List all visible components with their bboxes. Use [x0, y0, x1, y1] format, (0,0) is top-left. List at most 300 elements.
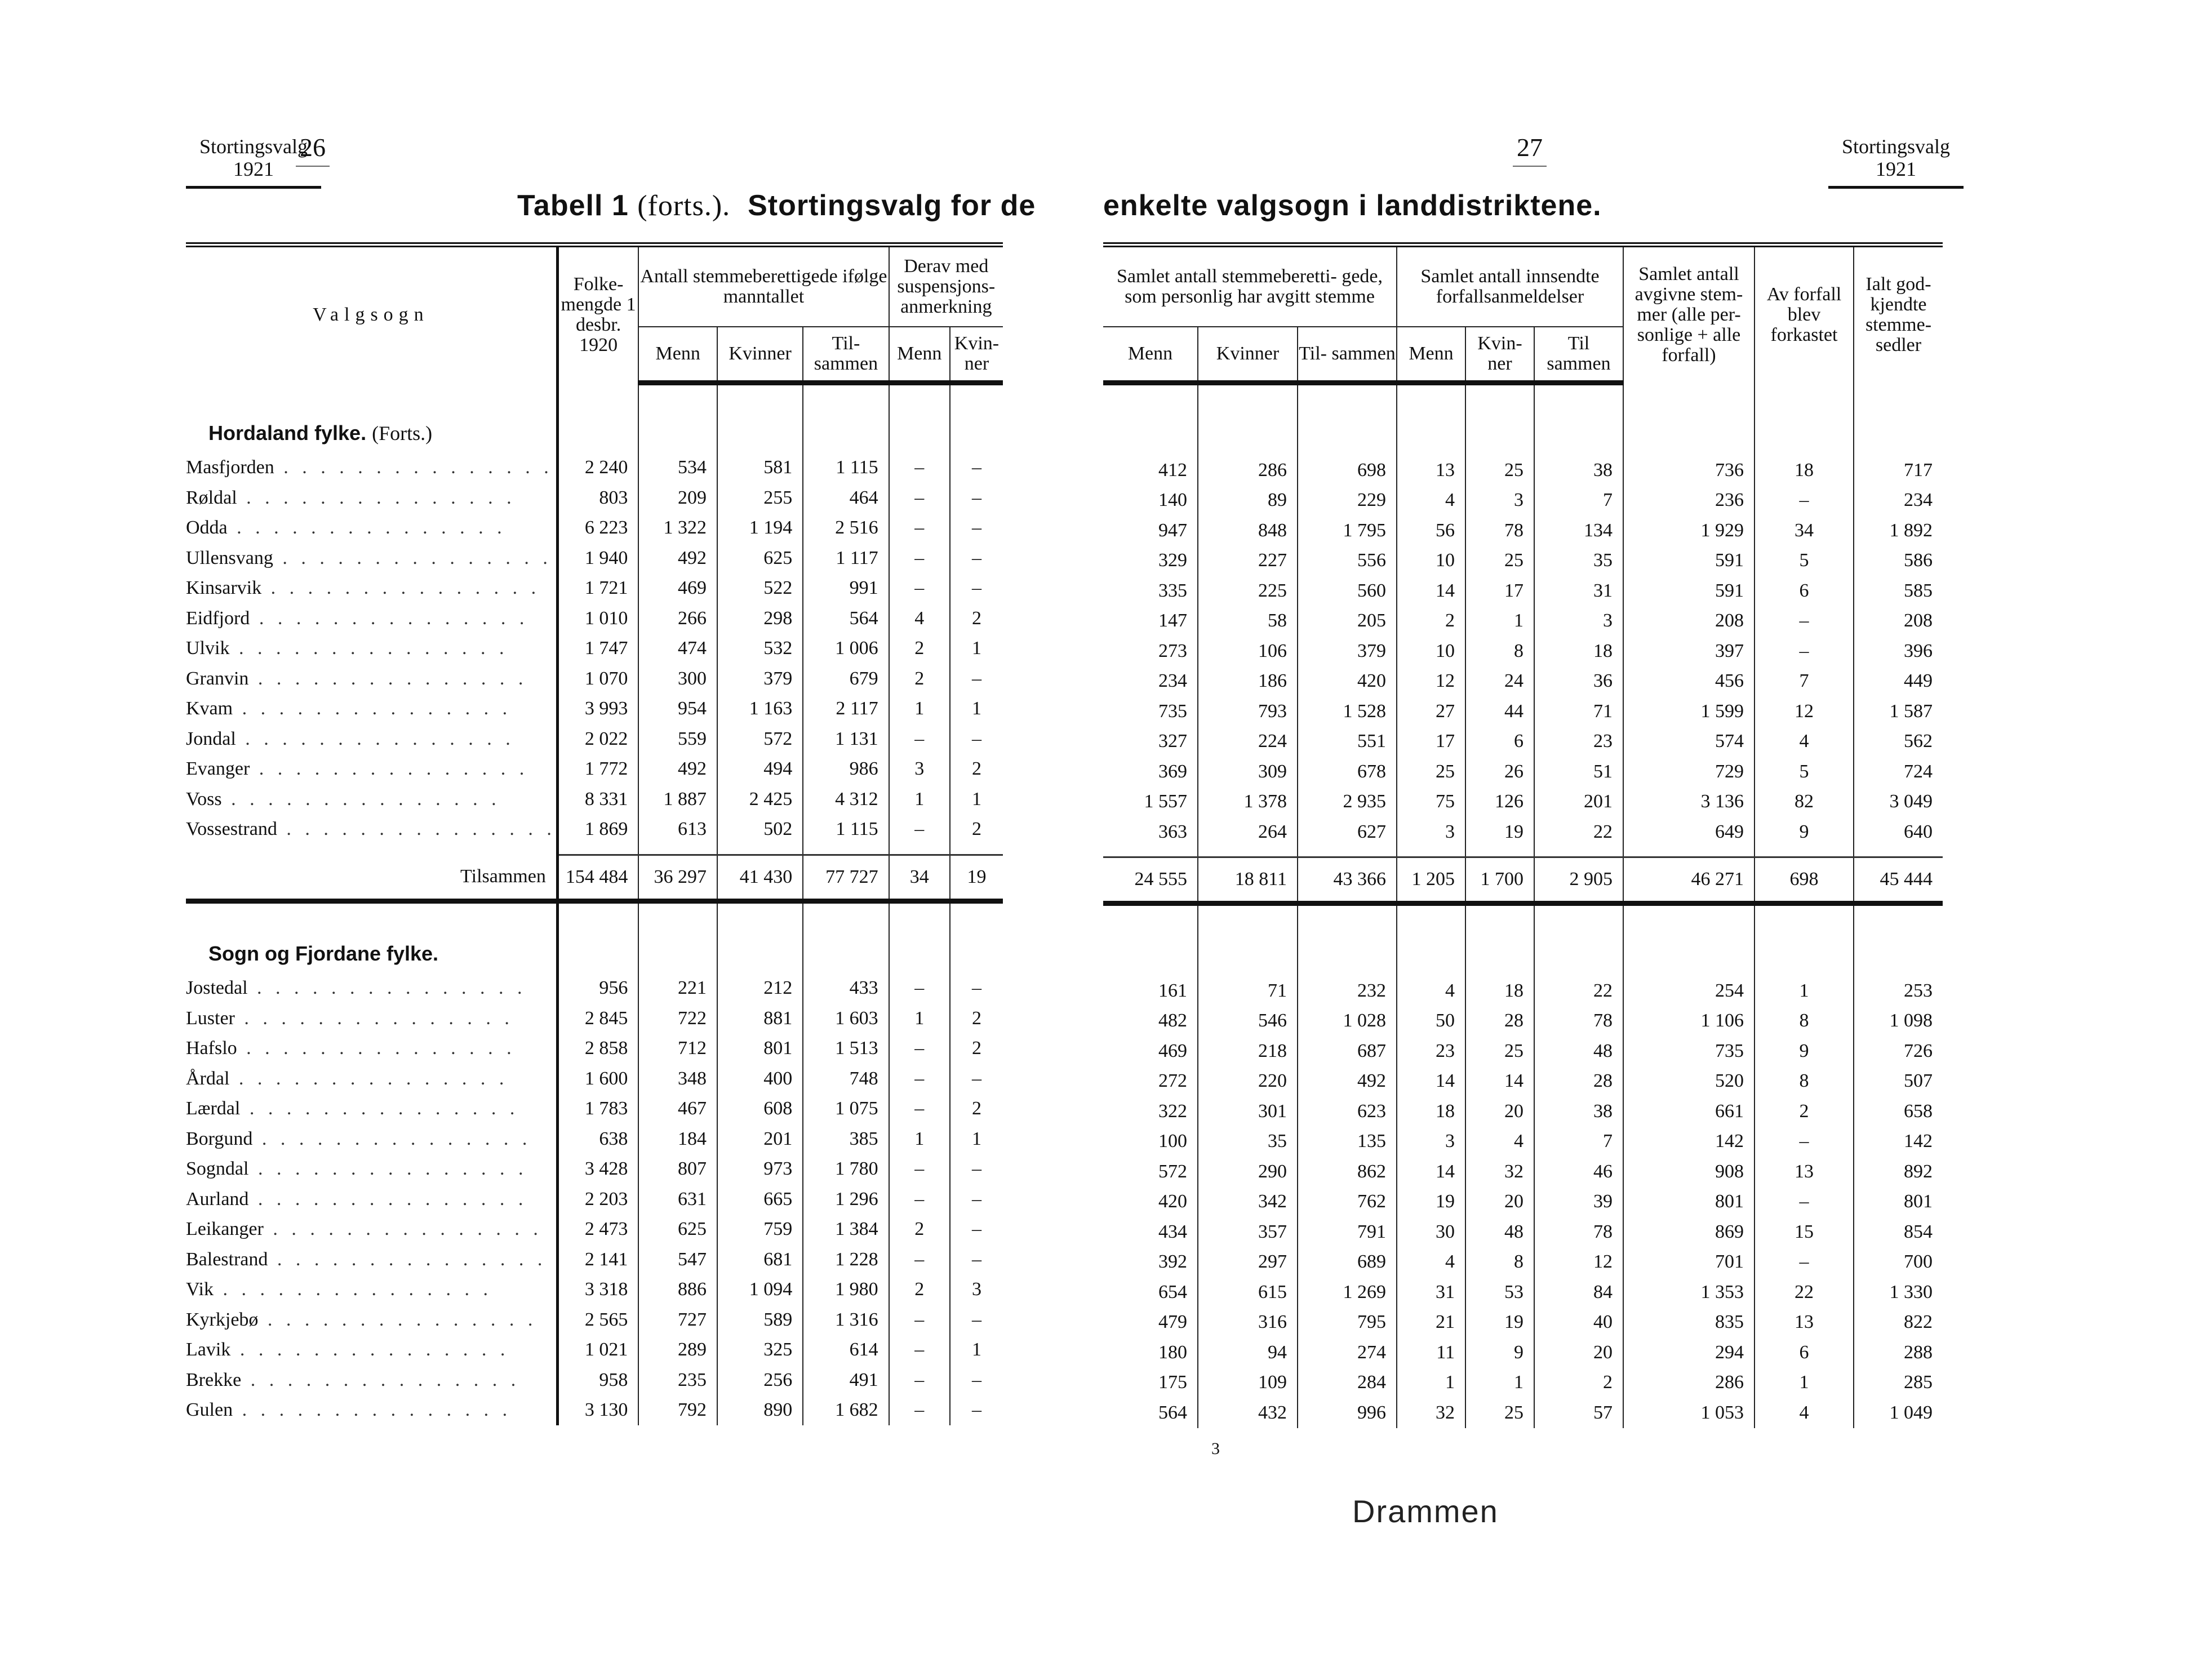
cell-fm: 30 — [1397, 1217, 1465, 1247]
col-group-derav-suspensjon: Derav med suspensjons- anmerkning — [889, 245, 1003, 327]
cell-fk: 28 — [1465, 1006, 1534, 1037]
total-godk: 45 444 — [1854, 857, 1943, 904]
cell-godk: 724 — [1854, 757, 1943, 787]
table-row — [186, 1184, 1003, 1215]
cell-fm: 17 — [1397, 727, 1465, 757]
cell-kv: 890 — [717, 1395, 803, 1426]
table-title-right — [1103, 189, 1602, 223]
cell-kv: 379 — [717, 664, 803, 694]
valgsogn-name — [186, 784, 557, 815]
cell-menn: 1 887 — [638, 784, 717, 815]
cell-sm: – — [889, 453, 950, 483]
cell-sm: – — [889, 1094, 950, 1124]
cell-sm: 1 — [889, 784, 950, 815]
cell-folk: 6 223 — [557, 513, 638, 544]
cell-fork: 5 — [1755, 546, 1854, 576]
cell-folk: 1 021 — [557, 1335, 638, 1366]
cell-pt: 1 795 — [1298, 515, 1397, 546]
page-number-rule — [296, 166, 330, 167]
col-group-antall-stemmeberettigede: Antall stemmeberettigede ifølge manntallet — [638, 245, 889, 327]
valgsogn-name — [186, 483, 557, 513]
valgsogn-label: Granvin — [186, 668, 249, 689]
cell-sk: – — [950, 1184, 1003, 1215]
cell-fork: 7 — [1755, 666, 1854, 697]
col-header-avgivne-stemmer: Samlet antall avgivne stem- mer (alle per- sonlige + alle forfall) — [1623, 245, 1755, 383]
col-header-p-kvinner: Kvinner — [1198, 327, 1298, 383]
cell-menn: 492 — [638, 543, 717, 574]
cell-fk: 4 — [1465, 1127, 1534, 1157]
cell-ft: 7 — [1534, 486, 1623, 516]
cell-ft: 201 — [1534, 787, 1623, 817]
cell-fm: 31 — [1397, 1277, 1465, 1308]
empty-cell — [1198, 906, 1298, 976]
valgsogn-name — [186, 1184, 557, 1215]
cell-folk: 1 940 — [557, 543, 638, 574]
table-row — [1103, 636, 1943, 666]
page-number: 26 — [300, 133, 326, 162]
valgsogn-name — [186, 543, 557, 574]
section-header-row — [186, 904, 1003, 973]
cell-avg: 735 — [1623, 1036, 1755, 1066]
cell-avg: 1 053 — [1623, 1398, 1755, 1428]
col-header-derav-menn: Menn — [889, 327, 950, 383]
valgsogn-name — [186, 1094, 557, 1124]
valgsogn-label: Leikanger — [186, 1219, 264, 1240]
valgsogn-name — [186, 694, 557, 724]
col-header-valgsogn: Valgsogn — [313, 304, 429, 326]
empty-cell — [889, 904, 950, 973]
table-row — [1103, 1308, 1943, 1338]
cell-folk: 1 783 — [557, 1094, 638, 1124]
table-row — [1103, 1157, 1943, 1187]
table-row — [1103, 546, 1943, 576]
cell-menn: 289 — [638, 1335, 717, 1366]
cell-kv: 608 — [717, 1094, 803, 1124]
cell-folk: 3 428 — [557, 1154, 638, 1185]
cell-pk: 89 — [1198, 486, 1298, 516]
cell-sk: – — [950, 483, 1003, 513]
cell-ft: 20 — [1534, 1337, 1623, 1368]
cell-fork: 22 — [1755, 1277, 1854, 1308]
cell-fork: – — [1755, 606, 1854, 637]
valgsogn-name — [186, 754, 557, 785]
cell-menn: 547 — [638, 1244, 717, 1275]
printer-stamp: Drammen — [1352, 1493, 1499, 1529]
cell-pm: 147 — [1158, 610, 1187, 632]
cell-sk: 2 — [950, 1094, 1003, 1124]
empty-cell — [803, 904, 889, 973]
cell-sm: 1 — [889, 1124, 950, 1154]
cell-fk: 48 — [1465, 1217, 1534, 1247]
leader-dots: . . . . . . . . . . . . . . . — [252, 1128, 532, 1149]
table-row — [1103, 486, 1943, 516]
cell-sk: – — [950, 453, 1003, 483]
valgsogn-name — [186, 1124, 557, 1154]
cell-fm: 4 — [1397, 976, 1465, 1006]
cell-fk: 25 — [1465, 546, 1534, 576]
valgsogn-label: Masfjorden — [186, 457, 274, 478]
cell-kv: 325 — [717, 1335, 803, 1366]
empty-cell — [717, 844, 803, 855]
empty-cell — [1397, 906, 1465, 976]
valgsogn-name — [186, 973, 557, 1004]
valgsogn-label: Brekke — [186, 1369, 242, 1390]
empty-cell — [1465, 906, 1534, 976]
table-continued-note: (forts.). — [637, 190, 731, 222]
cell-til: 986 — [803, 754, 889, 785]
valgsogn-label: Borgund — [186, 1128, 253, 1149]
cell-kv: 572 — [717, 724, 803, 754]
cell-godk: 717 — [1854, 455, 1943, 486]
leader-dots: . . . . . . . . . . . . . . . — [236, 728, 515, 749]
cell-kv: 759 — [717, 1215, 803, 1245]
cell-sm: – — [889, 1395, 950, 1426]
cell-til: 385 — [803, 1124, 889, 1154]
cell-folk: 2 565 — [557, 1305, 638, 1335]
cell-pk: 290 — [1198, 1157, 1298, 1187]
cell-fork: 8 — [1755, 1066, 1854, 1097]
cell-pk: 106 — [1198, 636, 1298, 666]
table-row — [1103, 1337, 1943, 1368]
table-row — [186, 513, 1003, 544]
cell-kv: 665 — [717, 1184, 803, 1215]
cell-sm: – — [889, 513, 950, 544]
total-label: Tilsammen — [460, 865, 546, 887]
running-head-year: 1921 — [1876, 158, 1916, 180]
cell-sm: – — [889, 483, 950, 513]
empty-cell — [803, 383, 889, 453]
cell-fork: – — [1755, 1127, 1854, 1157]
cell-avg: 1 106 — [1623, 1006, 1755, 1037]
col-header-godkjendte: Ialt god- kjendte stemme- sedler — [1854, 245, 1943, 383]
empty-cell — [1755, 906, 1854, 976]
cell-ft: 48 — [1534, 1036, 1623, 1066]
section-header-row — [1103, 906, 1943, 976]
cell-kv: 532 — [717, 634, 803, 664]
cell-sm: – — [889, 1034, 950, 1064]
total-row — [186, 855, 1003, 901]
valgsogn-name — [186, 1064, 557, 1094]
cell-avg: 286 — [1623, 1368, 1755, 1398]
cell-pm: 322 — [1158, 1100, 1187, 1122]
total-sk: 19 — [950, 855, 1003, 901]
cell-fork: 5 — [1755, 757, 1854, 787]
valgsogn-label: Luster — [186, 1007, 235, 1029]
leader-dots: . . . . . . . . . . . . . . . — [250, 607, 529, 629]
cell-ft: 12 — [1534, 1247, 1623, 1278]
col-group-personlig-stemme: Samlet antall stemmeberetti- gede, som personlig har avgitt stemme — [1103, 245, 1397, 327]
cell-pm: 572 — [1158, 1161, 1187, 1182]
total-fork: 698 — [1755, 857, 1854, 904]
cell-folk: 2 473 — [557, 1215, 638, 1245]
table-row — [186, 543, 1003, 574]
cell-pm: 161 — [1158, 980, 1187, 1001]
cell-fk: 17 — [1465, 576, 1534, 606]
empty-cell — [1103, 383, 1198, 456]
cell-avg: 661 — [1623, 1096, 1755, 1127]
cell-ft: 46 — [1534, 1157, 1623, 1187]
cell-kv: 256 — [717, 1365, 803, 1395]
leader-dots: . . . . . . . . . . . . . . . — [248, 1158, 528, 1180]
total-fm: 1 205 — [1397, 857, 1465, 904]
cell-pk: 848 — [1198, 515, 1298, 546]
cell-folk: 3 318 — [557, 1275, 638, 1305]
empty-cell — [1465, 383, 1534, 456]
valgsogn-name — [186, 664, 557, 694]
cell-sm: 3 — [889, 754, 950, 785]
table-row — [186, 694, 1003, 724]
cell-fm: 21 — [1397, 1308, 1465, 1338]
cell-menn: 722 — [638, 1003, 717, 1034]
table-row — [1103, 787, 1943, 817]
total-pk: 18 811 — [1198, 857, 1298, 904]
cell-fk: 25 — [1465, 1036, 1534, 1066]
cell-avg: 574 — [1623, 727, 1755, 757]
table-row — [186, 1305, 1003, 1335]
cell-ft: 28 — [1534, 1066, 1623, 1097]
cell-til: 679 — [803, 664, 889, 694]
cell-ft: 57 — [1534, 1398, 1623, 1428]
valgsogn-name — [186, 1335, 557, 1366]
cell-sm: 1 — [889, 1003, 950, 1034]
table-row — [1103, 666, 1943, 697]
leader-dots: . . . . . . . . . . . . . . . — [240, 1098, 519, 1119]
cell-fk: 53 — [1465, 1277, 1534, 1308]
cell-sm: – — [889, 1244, 950, 1275]
valgsogn-label: Sogndal — [186, 1158, 249, 1180]
valgsogn-name — [186, 1034, 557, 1064]
cell-sk: 1 — [950, 634, 1003, 664]
leader-dots: . . . . . . . . . . . . . . . — [274, 457, 553, 478]
cell-menn: 469 — [638, 574, 717, 604]
cell-fork: 13 — [1755, 1157, 1854, 1187]
cell-fk: 8 — [1465, 636, 1534, 666]
empty-cell — [803, 844, 889, 855]
cell-fm: 27 — [1397, 696, 1465, 727]
cell-pk: 227 — [1198, 546, 1298, 576]
cell-fork: – — [1755, 1247, 1854, 1278]
empty-cell — [889, 383, 950, 453]
cell-fork: 15 — [1755, 1217, 1854, 1247]
empty-cell — [1854, 906, 1943, 976]
leader-dots: . . . . . . . . . . . . . . . — [229, 638, 509, 659]
cell-fm: 2 — [1397, 606, 1465, 637]
valgsogn-name — [186, 1244, 557, 1275]
cell-sk: 2 — [950, 603, 1003, 634]
table-row — [186, 1034, 1003, 1064]
cell-pm: 434 — [1158, 1221, 1187, 1242]
running-head-title: Stortingsvalg — [199, 135, 308, 158]
cell-ft: 40 — [1534, 1308, 1623, 1338]
cell-menn: 727 — [638, 1305, 717, 1335]
cell-pt: 1 528 — [1298, 696, 1397, 727]
cell-menn: 631 — [638, 1184, 717, 1215]
cell-fm: 3 — [1397, 817, 1465, 847]
cell-folk: 2 240 — [557, 453, 638, 483]
cell-sm: – — [889, 1154, 950, 1185]
cell-menn: 184 — [638, 1124, 717, 1154]
table-row — [186, 453, 1003, 483]
cell-menn: 712 — [638, 1034, 717, 1064]
cell-pt: 284 — [1298, 1368, 1397, 1398]
table-row — [186, 1154, 1003, 1185]
valgsogn-label: Kyrkjebø — [186, 1309, 259, 1330]
cell-sk: 2 — [950, 1003, 1003, 1034]
valgsogn-name — [186, 634, 557, 664]
col-header-kvinner: Kvinner — [717, 327, 803, 383]
cell-folk: 1 010 — [557, 603, 638, 634]
leader-dots: . . . . . . . . . . . . . . . — [250, 758, 529, 780]
cell-sk: – — [950, 1395, 1003, 1426]
cell-fk: 18 — [1465, 976, 1534, 1006]
cell-folk: 1 772 — [557, 754, 638, 785]
section-title — [186, 904, 557, 973]
cell-ft: 51 — [1534, 757, 1623, 787]
cell-pt: 379 — [1298, 636, 1397, 666]
cell-menn: 266 — [638, 603, 717, 634]
empty-cell — [638, 844, 717, 855]
valgsogn-label: Kinsarvik — [186, 577, 262, 599]
cell-pm: 392 — [1158, 1251, 1187, 1273]
cell-pm: 329 — [1158, 550, 1187, 571]
cell-fm: 25 — [1397, 757, 1465, 787]
cell-godk: 234 — [1854, 486, 1943, 516]
table-row — [1103, 1187, 1943, 1217]
empty-cell — [1755, 847, 1854, 857]
cell-pt: 762 — [1298, 1187, 1397, 1217]
empty-cell — [1623, 906, 1755, 976]
table-row — [186, 784, 1003, 815]
cell-sm: – — [889, 1305, 950, 1335]
cell-ft: 134 — [1534, 515, 1623, 546]
cell-sk: – — [950, 1215, 1003, 1245]
cell-folk: 1 070 — [557, 664, 638, 694]
table-row — [1103, 696, 1943, 727]
cell-pt: 232 — [1298, 976, 1397, 1006]
total-menn: 36 297 — [638, 855, 717, 901]
empty-cell — [717, 383, 803, 453]
cell-avg: 397 — [1623, 636, 1755, 666]
cell-sk: – — [950, 1305, 1003, 1335]
col-header-folkemengde: Folke- mengde 1 desbr. 1920 — [557, 245, 638, 383]
table-row — [186, 1064, 1003, 1094]
cell-til: 1 115 — [803, 453, 889, 483]
cell-folk: 956 — [557, 973, 638, 1004]
total-avg: 46 271 — [1623, 857, 1755, 904]
col-header-menn: Menn — [638, 327, 717, 383]
cell-pm: 1 557 — [1144, 791, 1187, 812]
cell-pt: 627 — [1298, 817, 1397, 847]
cell-pm: 234 — [1158, 670, 1187, 692]
cell-folk: 1 869 — [557, 815, 638, 845]
cell-godk: 507 — [1854, 1066, 1943, 1097]
cell-kv: 589 — [717, 1305, 803, 1335]
cell-pt: 687 — [1298, 1036, 1397, 1066]
cell-ft: 84 — [1534, 1277, 1623, 1308]
leader-dots: . . . . . . . . . . . . . . . — [258, 1309, 538, 1330]
cell-pk: 301 — [1198, 1096, 1298, 1127]
cell-fm: 14 — [1397, 1157, 1465, 1187]
cell-menn: 474 — [638, 634, 717, 664]
cell-folk: 2 858 — [557, 1034, 638, 1064]
cell-pt: 551 — [1298, 727, 1397, 757]
valgsogn-label: Voss — [186, 788, 222, 810]
cell-fork: – — [1755, 486, 1854, 516]
page-number-left — [296, 132, 330, 167]
cell-fk: 14 — [1465, 1066, 1534, 1097]
section-name: Hordaland fylke. — [208, 421, 367, 444]
cell-folk: 1 721 — [557, 574, 638, 604]
cell-pk: 309 — [1198, 757, 1298, 787]
empty-cell — [557, 383, 638, 453]
cell-kv: 801 — [717, 1034, 803, 1064]
cell-pk: 94 — [1198, 1337, 1298, 1368]
cell-ft: 38 — [1534, 455, 1623, 486]
empty-cell — [1397, 847, 1465, 857]
cell-pt: 420 — [1298, 666, 1397, 697]
cell-pt: 791 — [1298, 1217, 1397, 1247]
cell-pk: 220 — [1198, 1066, 1298, 1097]
cell-fm: 19 — [1397, 1187, 1465, 1217]
valgsogn-name — [186, 513, 557, 544]
cell-sm: 2 — [889, 1215, 950, 1245]
table-row — [186, 664, 1003, 694]
cell-fm: 10 — [1397, 636, 1465, 666]
cell-fk: 78 — [1465, 515, 1534, 546]
cell-sm: 4 — [889, 603, 950, 634]
cell-pt: 862 — [1298, 1157, 1397, 1187]
leader-dots: . . . . . . . . . . . . . . . — [247, 977, 527, 999]
cell-ft: 36 — [1534, 666, 1623, 697]
cell-fm: 11 — [1397, 1337, 1465, 1368]
cell-avg: 254 — [1623, 976, 1755, 1006]
table-row — [1103, 727, 1943, 757]
table-title-part1: Stortingsvalg for de — [748, 189, 1036, 222]
empty-cell — [638, 383, 717, 453]
cell-pt: 135 — [1298, 1127, 1397, 1157]
cell-sk: 3 — [950, 1275, 1003, 1305]
cell-avg: 736 — [1623, 455, 1755, 486]
cell-pk: 218 — [1198, 1036, 1298, 1066]
cell-fm: 50 — [1397, 1006, 1465, 1037]
cell-sk: – — [950, 1064, 1003, 1094]
cell-fork: 18 — [1755, 455, 1854, 486]
cell-avg: 294 — [1623, 1337, 1755, 1368]
cell-sm: – — [889, 1184, 950, 1215]
leader-dots: . . . . . . . . . . . . . . . — [234, 1007, 514, 1029]
empty-cell — [1298, 906, 1397, 976]
cell-til: 4 312 — [803, 784, 889, 815]
table-row — [1103, 1368, 1943, 1398]
cell-kv: 522 — [717, 574, 803, 604]
cell-menn: 625 — [638, 1215, 717, 1245]
col-header-f-tilsammen: Til sammen — [1534, 327, 1623, 383]
table-row — [186, 1003, 1003, 1034]
empty-cell — [1854, 847, 1943, 857]
empty-cell — [1465, 847, 1534, 857]
table-row — [186, 483, 1003, 513]
leader-dots: . . . . . . . . . . . . . . . — [248, 668, 528, 689]
cell-fk: 126 — [1465, 787, 1534, 817]
table-row — [1103, 606, 1943, 637]
cell-sk: – — [950, 1244, 1003, 1275]
signature-mark: 3 — [1211, 1439, 1220, 1458]
cell-kv: 212 — [717, 973, 803, 1004]
valgsogn-name — [186, 1305, 557, 1335]
table-row — [186, 1335, 1003, 1366]
empty-cell — [1198, 383, 1298, 456]
total-row — [1103, 857, 1943, 904]
